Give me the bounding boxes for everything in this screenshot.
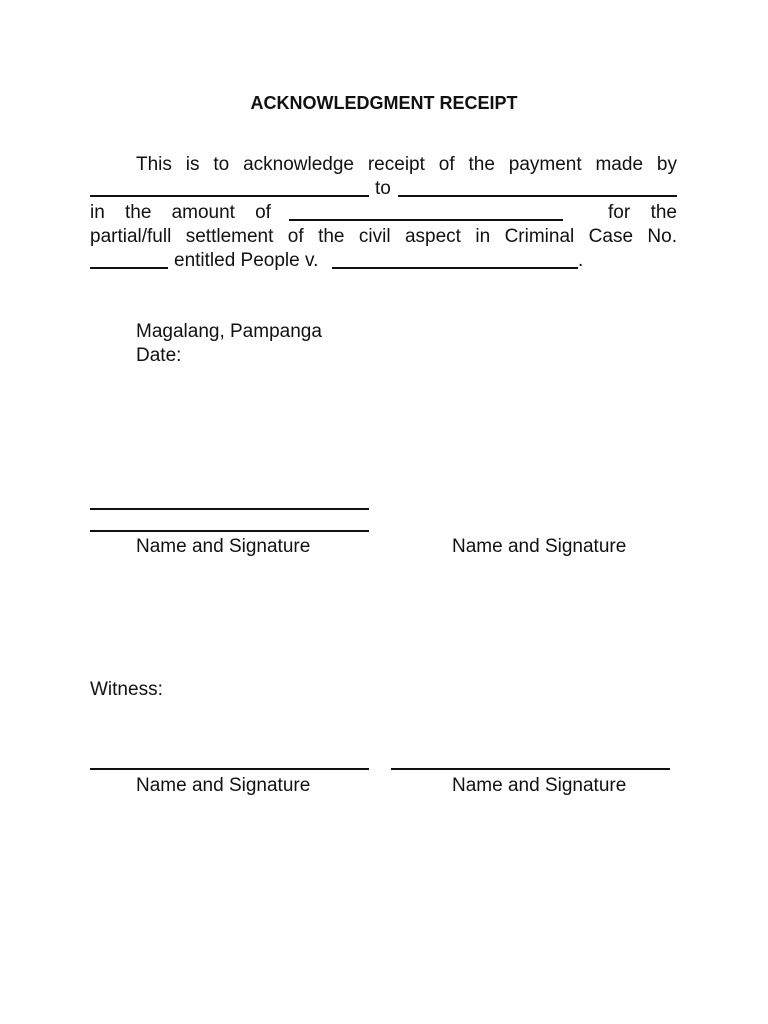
word: No. — [647, 226, 677, 247]
word: amount — [171, 202, 235, 223]
date-label: Date: — [136, 345, 182, 366]
word: in — [90, 202, 105, 223]
body-line-3-end — [608, 201, 677, 225]
word: of — [287, 226, 304, 247]
word: in — [475, 226, 491, 247]
word: the — [124, 202, 152, 223]
body-line-3-start — [90, 201, 271, 225]
witness-label: Witness: — [90, 679, 163, 700]
word: to — [213, 154, 230, 175]
word: the — [468, 154, 495, 175]
word: of — [438, 154, 455, 175]
word: payment — [508, 154, 582, 175]
signature-line-1[interactable] — [90, 508, 369, 510]
place-text: Magalang, Pampanga — [136, 321, 322, 342]
witness-signature-line-left[interactable] — [90, 768, 369, 770]
word: partial/full — [90, 226, 172, 247]
body-line-4 — [90, 225, 677, 249]
signature-label-right: Name and Signature — [452, 536, 627, 557]
word: is — [185, 154, 200, 175]
word: Criminal — [504, 226, 575, 247]
word: aspect — [404, 226, 461, 247]
word: by — [656, 154, 677, 175]
word: acknowledge — [243, 154, 354, 175]
word: for — [608, 202, 631, 223]
word: the — [318, 226, 345, 247]
word: This — [136, 154, 172, 175]
word: made — [595, 154, 644, 175]
entitled-text: entitled People v. — [174, 250, 319, 271]
case-title-blank[interactable] — [332, 267, 578, 269]
word: civil — [358, 226, 391, 247]
body-line-1 — [136, 153, 677, 177]
word: of — [255, 202, 271, 223]
witness-signature-label-right: Name and Signature — [452, 775, 627, 796]
signature-label-left: Name and Signature — [136, 536, 311, 557]
word: receipt — [367, 154, 425, 175]
witness-signature-label-left: Name and Signature — [136, 775, 311, 796]
payee-blank[interactable] — [398, 195, 677, 197]
payer-blank[interactable] — [90, 195, 369, 197]
amount-blank[interactable] — [289, 219, 563, 221]
word: Case — [588, 226, 634, 247]
to-word: to — [375, 178, 391, 199]
document-title: ACKNOWLEDGMENT RECEIPT — [250, 93, 518, 113]
word: settlement — [185, 226, 274, 247]
case-number-blank[interactable] — [90, 267, 168, 269]
period: . — [578, 250, 584, 271]
word: the — [650, 202, 677, 223]
signature-line-2[interactable] — [90, 530, 369, 532]
witness-signature-line-right[interactable] — [391, 768, 670, 770]
